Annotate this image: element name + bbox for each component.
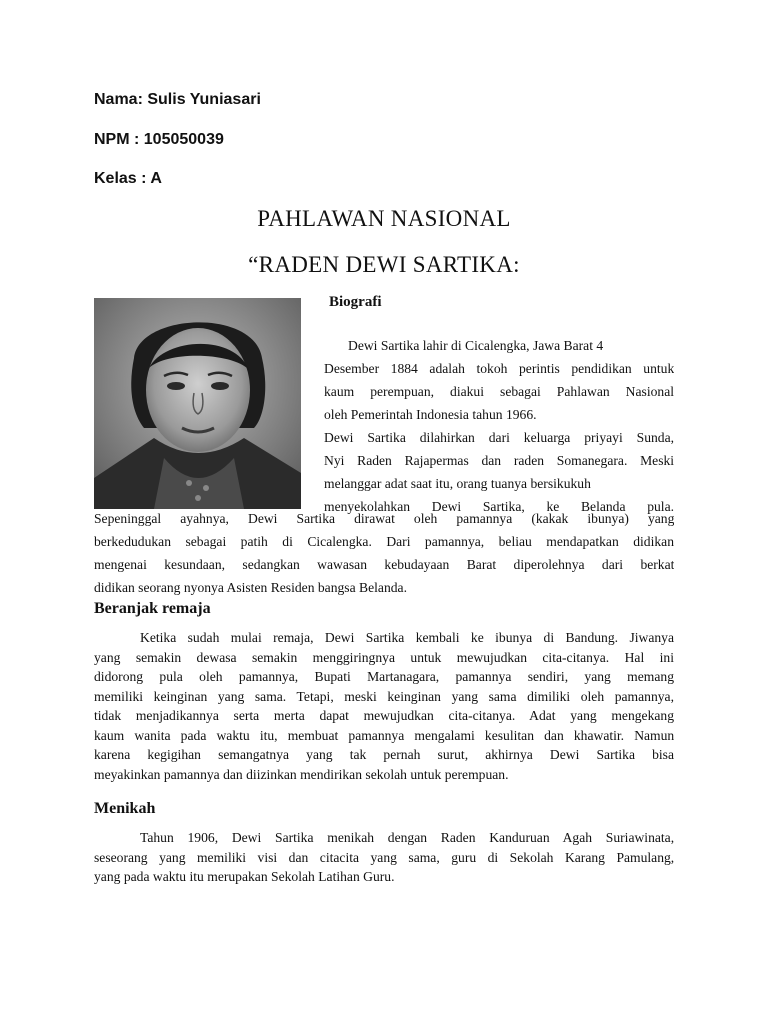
menikah-paragraph	[94, 828, 674, 887]
text-line: yang pada waktu itu merupakan Sekolah Latihan Guru.	[94, 869, 395, 884]
biografi-intro	[324, 334, 674, 518]
text-line: Nyi Raden Rajapermas dan raden Somanegara. Meski	[324, 453, 674, 468]
text-line: Desember 1884 adalah tokoh perintis pendidikan untuk	[324, 361, 674, 376]
text-line: Dewi Sartika dilahirkan dari keluarga priyayi Sunda,	[324, 430, 674, 445]
text-line: seseorang yang memiliki visi dan citacita yang sama, guru di Sekolah Karang Pamulang,	[94, 849, 674, 865]
text-line: kaum wanita pada waktu itu, membuat pamannya mengalami kesulitan dan khawatir. Namun	[94, 727, 674, 743]
text-line: didorong pula oleh pamannya, Bupati Martanagara, pamannya sendiri, yang memang	[94, 669, 674, 684]
menikah-heading: Menikah	[94, 800, 156, 817]
biografi-continued	[94, 507, 674, 599]
biografi-heading: Biografi	[329, 294, 382, 310]
text-line: Ketika sudah mulai remaja, Dewi Sartika kembali ke ibunya di Bandung. Jiwanya	[140, 630, 674, 645]
text-line: melanggar adat saat itu, orang tuanya bersikukuh	[324, 476, 591, 491]
text-line: Dewi Sartika lahir di Cicalengka, Jawa Barat 4	[348, 338, 604, 353]
text-line: Tahun 1906, Dewi Sartika menikah dengan Raden Kanduruan Agah Suriawinata,	[140, 830, 674, 845]
text-line: yang semakin dewasa semakin menggiringnya untuk mewujudkan cita-citanya. Hal ini	[94, 649, 674, 665]
text-line: menyekolahkan Dewi Sartika, ke Belanda pula.	[324, 499, 674, 514]
page-subtitle: “RADEN DEWI SARTIKA:	[248, 252, 520, 277]
text-line: meyakinkan pamannya dan diizinkan mendirikan sekolah untuk perempuan.	[94, 766, 509, 782]
text-line: berkedudukan sebagai patih di Cicalengka. Dari pamannya, beliau mendapatkan didikan	[94, 534, 674, 549]
text-line: Sepeninggal ayahnya, Dewi Sartika dirawat oleh pamannya (kakak ibunya) yang	[94, 511, 674, 526]
portrait-photo	[94, 298, 301, 509]
text-line: didikan seorang nyonya Asisten Residen bangsa Belanda.	[94, 580, 407, 595]
text-line: memiliki keinginan yang sama. Tetapi, meski keinginan yang sama dimiliki oleh pamannya,	[94, 688, 674, 704]
page-title: PAHLAWAN NASIONAL	[257, 206, 511, 231]
student-npm: NPM : 105050039	[94, 131, 224, 148]
student-name: Nama: Sulis Yuniasari	[94, 91, 261, 108]
text-line: karena kegigihan semangatnya yang tak pernah surut, akhirnya Dewi Sartika bisa	[94, 747, 674, 762]
text-line: oleh Pemerintah Indonesia tahun 1966.	[324, 407, 537, 422]
beranjak-remaja-paragraph	[94, 628, 674, 784]
text-line: mengenai kesundaan, sedangkan wawasan kebudayaan Barat diperolehnya dari berkat	[94, 557, 674, 572]
beranjak-remaja-heading: Beranjak remaja	[94, 600, 211, 617]
text-line: tidak menjadikannya serta merta dapat mewujudkan cita-citanya. Adat yang mengekang	[94, 708, 674, 723]
text-line: kaum perempuan, diakui sebagai Pahlawan Nasional	[324, 384, 674, 399]
student-class: Kelas : A	[94, 170, 162, 187]
